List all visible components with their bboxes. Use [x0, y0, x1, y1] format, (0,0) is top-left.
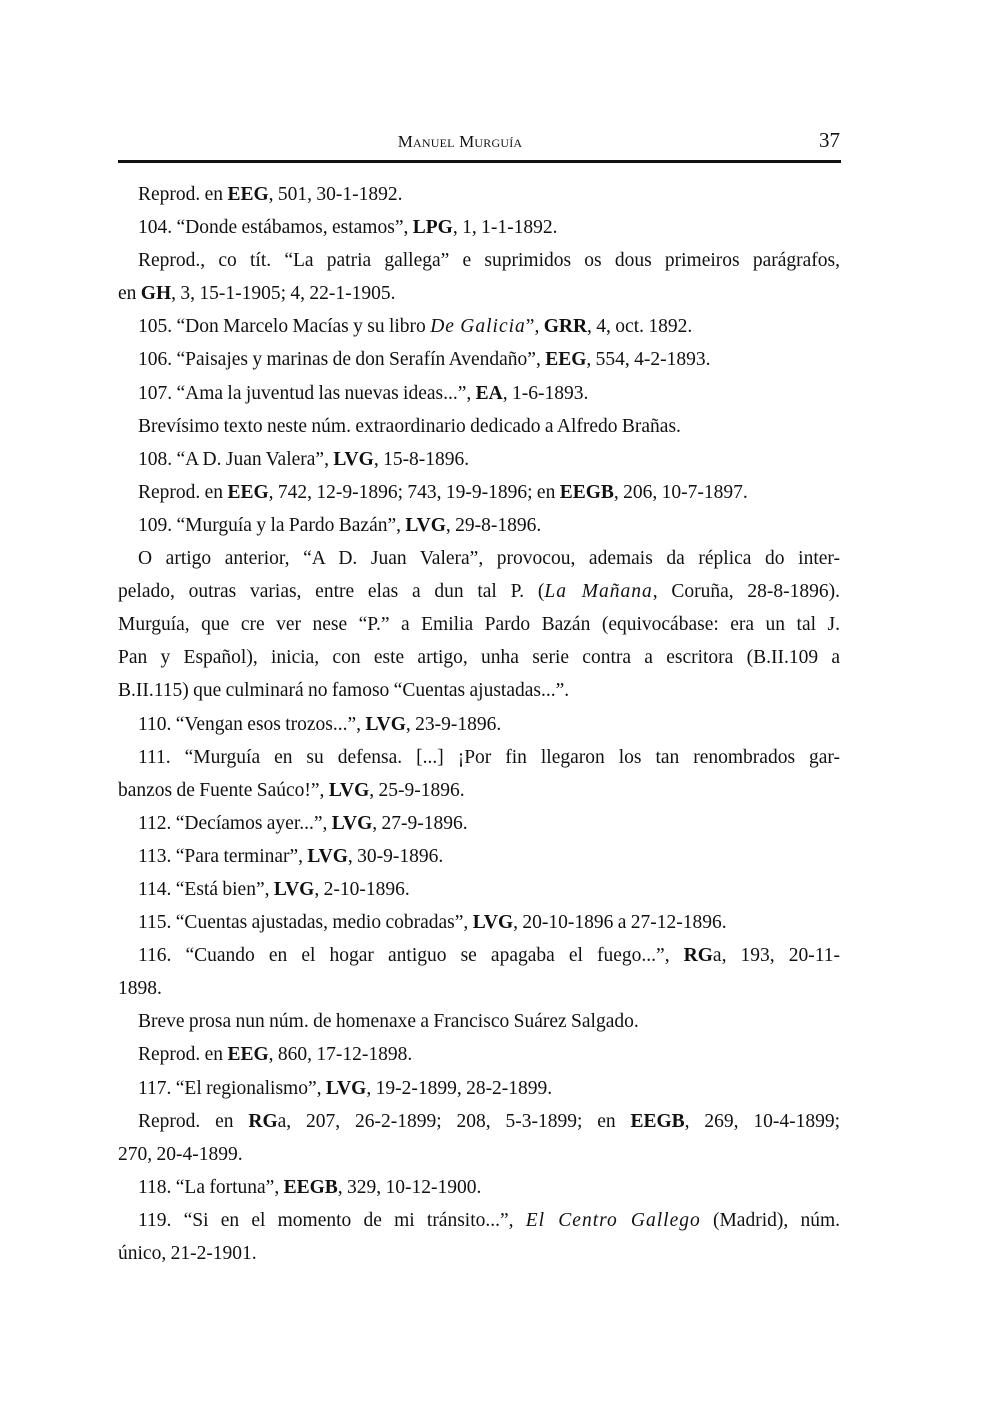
text-segment: , 269, 10-4-1899; [684, 1110, 840, 1132]
text-segment: Reprod. en [138, 1044, 228, 1066]
source-abbreviation: EEGB [559, 481, 614, 503]
italic-title: El Centro Gallego [525, 1209, 701, 1231]
text-segment: Reprod. en [138, 1110, 249, 1132]
source-abbreviation: GRR [543, 316, 588, 338]
text-line [118, 1171, 840, 1204]
text-segment: , 4, oct. 1892. [587, 316, 693, 338]
bibliography-body [118, 178, 840, 1270]
text-segment: a, 207, 26-2-1899; 208, 5-3-1899; en [277, 1110, 631, 1132]
text-line [118, 939, 840, 972]
text-segment: 119. “Si en el momento de mi tránsito...”, [138, 1209, 526, 1231]
source-abbreviation: LVG [365, 713, 406, 735]
text-line [118, 807, 840, 840]
source-abbreviation: LVG [273, 878, 315, 900]
text-segment: banzos de Fuente Saúco!”, [118, 779, 329, 801]
text-segment: , 25-9-1896. [369, 779, 465, 801]
text-segment: 116. “Cuando en el hogar antiguo se apagaba el fuego...”, [138, 945, 684, 967]
text-segment: Pan y Español), inicia, con este artigo, unha serie contra a escritora (B.II.109 a [118, 647, 840, 669]
source-abbreviation: EEG [227, 184, 269, 205]
text-line [118, 1237, 840, 1270]
text-line [118, 1072, 840, 1105]
text-segment: 109. “Murguía y la Pardo Bazán”, [138, 514, 406, 536]
text-segment: , 27-9-1896. [372, 812, 468, 834]
text-segment: 1898. [118, 978, 162, 1000]
text-line [118, 476, 840, 509]
text-segment: único, 21-2-1901. [118, 1243, 257, 1264]
text-line [118, 178, 840, 211]
text-segment: 104. “Donde estábamos, estamos”, [138, 217, 413, 239]
text-segment: , 501, 30-1-1892. [268, 184, 403, 205]
text-segment: , 3, 15-1-1905; 4, 22-1-1905. [171, 283, 396, 305]
text-line [118, 708, 840, 741]
text-line [118, 1005, 840, 1038]
italic-title: La Mañana [544, 581, 653, 603]
source-abbreviation: LVG [307, 845, 348, 867]
text-line [118, 972, 840, 1005]
text-segment: , 1-6-1893. [502, 382, 589, 404]
text-line [118, 1038, 840, 1071]
source-abbreviation: EEGB [630, 1110, 685, 1132]
source-abbreviation: LPG [412, 217, 453, 239]
source-abbreviation: GH [140, 283, 172, 305]
text-segment: 111. “Murguía en su defensa. [...] ¡Por fin llegaron los tan renombrados gar- [138, 746, 840, 768]
text-segment: , 20-10-1896 a 27-12-1896. [513, 912, 727, 934]
source-abbreviation: LVG [472, 912, 514, 934]
text-line [118, 277, 840, 310]
text-segment: , 19-2-1899, 28-2-1899. [366, 1077, 553, 1099]
source-abbreviation: EA [475, 382, 503, 404]
text-segment: , 30-9-1896. [347, 845, 444, 867]
text-line [118, 310, 840, 343]
page-number: 37 [819, 128, 840, 152]
text-line [118, 410, 840, 443]
text-segment: , Coruña, 28-8-1896). [652, 581, 840, 603]
text-segment: 108. “A D. Juan Valera”, [138, 448, 334, 470]
text-segment: 112. “Decíamos ayer...”, [138, 812, 332, 834]
text-segment: 115. “Cuentas ajustadas, medio cobradas”, [138, 912, 473, 934]
running-header-title: Manuel Murguía [397, 132, 523, 151]
text-segment: 118. “La fortuna”, [138, 1176, 284, 1198]
text-segment: Breve prosa nun núm. de homenaxe a Francisco Suárez Salgado. [138, 1011, 639, 1033]
text-line [118, 443, 840, 476]
text-segment: a, 193, 20-11- [712, 945, 840, 967]
text-segment: O artigo anterior, “A D. Juan Valera”, provocou, ademais da réplica do inter- [138, 548, 840, 570]
text-segment: 270, 20-4-1899. [118, 1143, 243, 1165]
text-line [118, 542, 840, 575]
text-segment: , 329, 10-12-1900. [337, 1176, 482, 1198]
text-segment: , 742, 12-9-1896; 743, 19-9-1896; en [268, 481, 560, 503]
text-segment: , 206, 10-7-1897. [613, 481, 748, 503]
text-line [118, 774, 840, 807]
text-segment: B.II.115) que culminará no famoso “Cuentas ajustadas...”. [118, 680, 570, 702]
text-line [118, 873, 840, 906]
text-line [118, 1105, 840, 1138]
text-line [118, 741, 840, 774]
text-line [118, 906, 840, 939]
source-abbreviation: EEG [227, 481, 269, 503]
text-segment: 105. “Don Marcelo Macías y su libro [138, 316, 431, 338]
text-line [118, 1204, 840, 1237]
text-segment: Murguía, que cre ver nese “P.” a Emilia Pardo Bazán (equivocábase: era un tal J. [118, 614, 840, 636]
text-segment: Brevísimo texto neste núm. extraordinario dedicado a Alfredo Brañas. [138, 415, 681, 437]
text-segment: Reprod. en [138, 184, 228, 205]
text-segment: 113. “Para terminar”, [138, 845, 308, 867]
header-rule [118, 160, 841, 163]
text-line [118, 377, 840, 410]
text-segment: 106. “Paisajes y marinas de don Serafín Avendaño”, [138, 349, 546, 371]
italic-title: De Galicia [430, 316, 526, 338]
text-line [118, 608, 840, 641]
text-line [118, 1138, 840, 1171]
text-line [118, 641, 840, 674]
text-line [118, 244, 840, 277]
source-abbreviation: RG [248, 1110, 278, 1132]
text-segment: 110. “Vengan esos trozos...”, [138, 713, 366, 735]
text-segment: pelado, outras varias, entre elas a dun tal P. ( [118, 581, 545, 603]
text-segment: , 29-8-1896. [445, 514, 542, 536]
source-abbreviation: LVG [331, 812, 373, 834]
source-abbreviation: LVG [333, 448, 374, 470]
source-abbreviation: LVG [328, 779, 370, 801]
source-abbreviation: LVG [405, 514, 446, 536]
text-segment: ”, [525, 316, 544, 338]
text-line [118, 840, 840, 873]
text-segment: en [118, 283, 141, 305]
text-segment: 107. “Ama la juventud las nuevas ideas...”, [138, 382, 476, 404]
text-segment: , 554, 4-2-1893. [586, 349, 711, 371]
text-segment: 117. “El regionalismo”, [138, 1077, 326, 1099]
text-line [118, 343, 840, 376]
text-segment: , 15-8-1896. [373, 448, 470, 470]
text-segment: 114. “Está bien”, [138, 878, 274, 900]
source-abbreviation: EEGB [283, 1176, 338, 1198]
source-abbreviation: EEG [545, 349, 587, 371]
text-line [118, 575, 840, 608]
text-segment: , 1, 1-1-1892. [452, 217, 558, 239]
text-segment: , 860, 17-12-1898. [268, 1044, 413, 1066]
text-line [118, 674, 840, 707]
text-segment: , 23-9-1896. [405, 713, 502, 735]
text-segment: Reprod. en [138, 481, 228, 503]
text-segment: , 2-10-1896. [314, 878, 410, 900]
text-segment: Reprod., co tít. “La patria gallega” e suprimidos os dous primeiros parágrafos, [138, 250, 840, 272]
source-abbreviation: EEG [227, 1044, 269, 1066]
source-abbreviation: LVG [325, 1077, 367, 1099]
source-abbreviation: RG [683, 945, 713, 967]
text-line [118, 211, 840, 244]
text-line [118, 509, 840, 542]
text-segment: (Madrid), núm. [700, 1209, 840, 1231]
